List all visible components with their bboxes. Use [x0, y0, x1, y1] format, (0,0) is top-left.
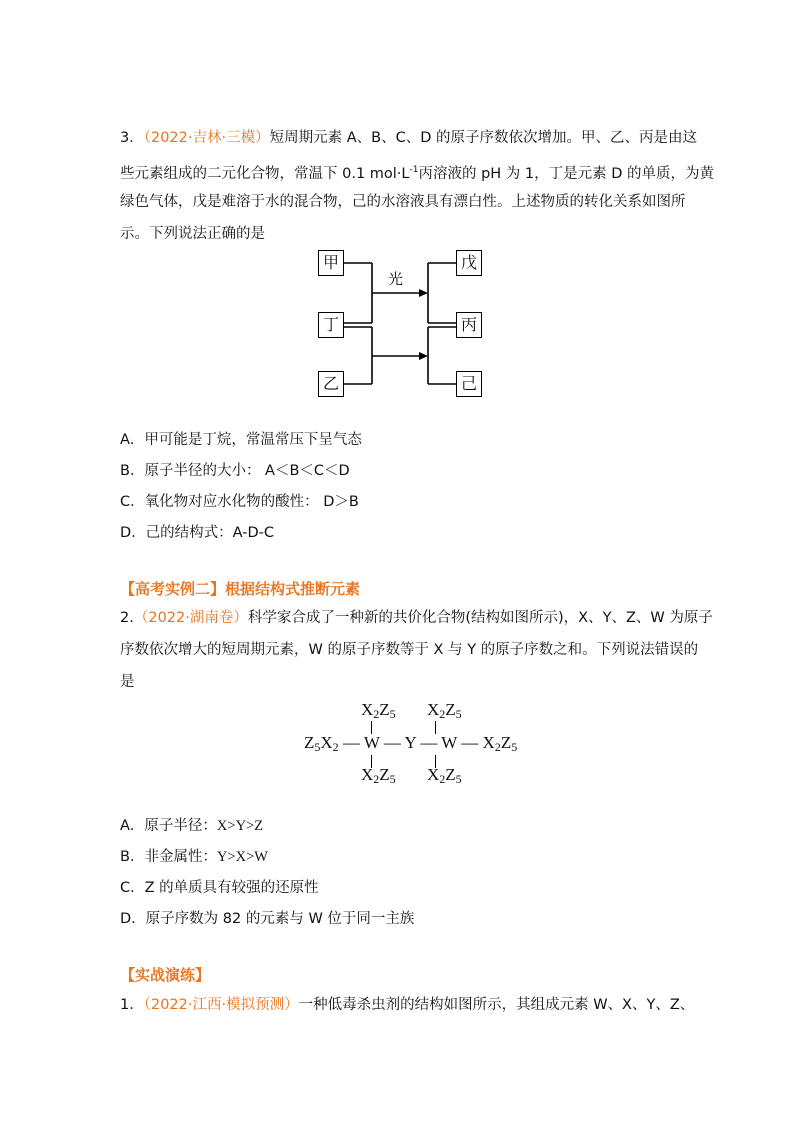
box-yi: 乙 [318, 371, 344, 397]
section-heading-example2: 【高考实例二】根据结构式推断元素 [120, 580, 361, 598]
q2-line2: 序数依次增大的短周期元素，W 的原子序数等于 X 与 Y 的原子序数之和。下列说法错误的 [120, 642, 699, 658]
q3-source: （2022·吉林·三模） [143, 130, 270, 146]
q2-option-b-prefix: B．非金属性： [120, 849, 217, 865]
q3-line2-b: 丙溶液的 pH 为 1，丁是元素 D 的单质，为黄 [418, 165, 715, 182]
box-wu: 戊 [456, 250, 482, 276]
q1-line1-text: 一种低毒杀虫剂的结构如图所示，其组成元素 W、X、Y、Z、 [298, 997, 695, 1013]
q2-line1 [120, 608, 713, 628]
main-chain: $Z_5X_2$ — W — Y — W — $X_2Z_5$ [304, 733, 518, 754]
q2-option-d: D．原子序数为 82 的元素与 W 位于同一主族 [120, 911, 415, 927]
q3-line1-text: 短周期元素 A、B、C、D 的原子序数依次增加。甲、乙、丙是由这 [269, 130, 697, 146]
q1-number: 1． [120, 997, 144, 1013]
q1-line1 [120, 995, 694, 1015]
q3-option-d: D．己的结构式：A-D-C [120, 525, 275, 541]
box-ji: 己 [456, 371, 482, 397]
q2-line1-text: 科学家合成了一种新的共价化合物(结构如图所示)，X、Y、Z、W 为原子 [247, 610, 713, 626]
q2-option-b-formula: Y>X>W [216, 849, 268, 865]
arrow-head-2 [419, 352, 428, 360]
q3-line2-a: 些元素组成的二元化合物，常温下 0.1 mol·L [120, 165, 410, 182]
q2-option-a [120, 814, 263, 835]
q2-option-b [120, 845, 268, 866]
box-ding: 丁 [318, 312, 344, 338]
q2-option-c: C．Z 的单质具有较强的还原性 [120, 880, 319, 896]
q3-line2-sup: -1 [409, 165, 419, 175]
group-top-left: $X_2Z_5$ [361, 700, 396, 721]
arrow-head-1 [419, 289, 428, 297]
q3-option-a: A．甲可能是丁烷，常温常压下呈气态 [120, 432, 362, 448]
q3-option-c: C．氧化物对应水化物的酸性： D＞B [120, 494, 359, 510]
group-bottom-right: $X_2Z_5$ [427, 765, 462, 786]
q2-option-a-formula: X>Y>Z [216, 818, 264, 834]
arrow-label-light: 光 [388, 270, 404, 288]
box-jia: 甲 [318, 250, 344, 276]
group-bottom-left: $X_2Z_5$ [361, 765, 396, 786]
q2-line3: 是 [120, 674, 135, 690]
q1-source: （2022·江西·模拟预测） [143, 997, 299, 1013]
q3-line4: 示。下列说法正确的是 [120, 226, 265, 242]
q2-number: 2. [120, 610, 134, 626]
section-heading-practice: 【实战演练】 [120, 966, 211, 984]
q2-option-a-prefix: A．原子半径： [120, 818, 217, 834]
q3-number: 3． [120, 130, 144, 146]
q3-line3: 绿色气体，戊是难溶于水的混合物，己的水溶液具有漂白性。上述物质的转化关系如图所 [120, 194, 686, 210]
q2-source: （2022·湖南卷） [133, 610, 248, 626]
group-top-right: $X_2Z_5$ [427, 700, 462, 721]
box-bing: 丙 [456, 312, 482, 338]
q3-option-b: B．原子半径的大小： A＜B＜C＜D [120, 463, 350, 479]
